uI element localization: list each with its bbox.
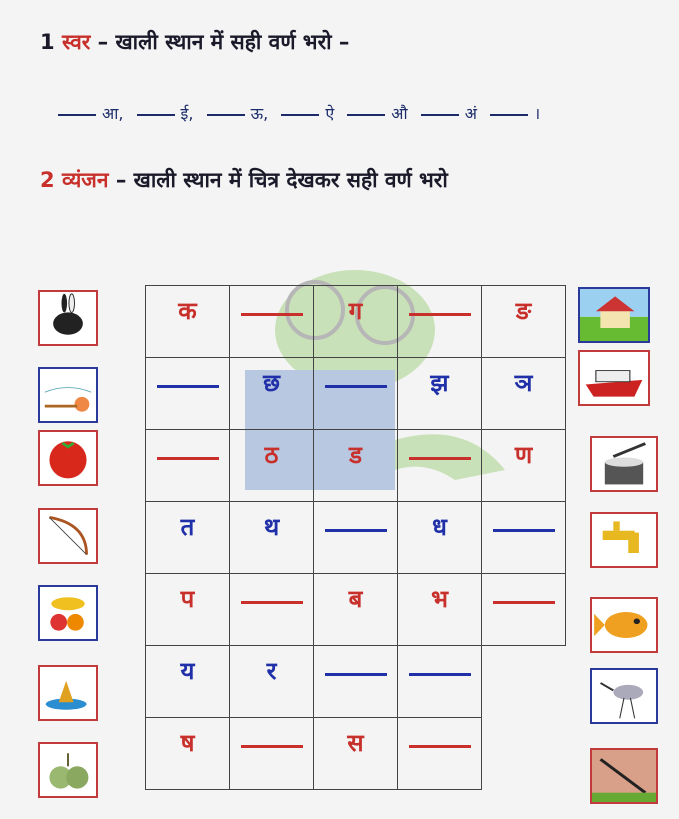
letter: ठ xyxy=(264,441,279,469)
letter-cell xyxy=(230,358,314,430)
kite-picture xyxy=(38,367,98,423)
vowel-row xyxy=(58,102,548,124)
grid-row xyxy=(146,574,566,646)
letter-cell xyxy=(314,574,398,646)
section-instruction: – खाली स्थान में सही वर्ण भरो – xyxy=(90,30,350,54)
section-1-heading xyxy=(40,28,349,56)
letter: थ xyxy=(263,513,280,541)
section-instruction: – खाली स्थान में चित्र देखकर सही वर्ण भरो xyxy=(108,168,448,192)
ship-picture xyxy=(578,350,650,406)
letter-cell xyxy=(314,286,398,358)
blank-cell[interactable] xyxy=(398,430,482,502)
house-icon xyxy=(580,289,648,341)
letter-cell xyxy=(398,358,482,430)
section-number: 2 xyxy=(40,168,55,192)
letter: झ xyxy=(430,369,449,397)
fruits-icon xyxy=(40,587,96,639)
blank-line xyxy=(409,457,471,460)
blank-line xyxy=(325,385,387,388)
grid-row xyxy=(146,718,566,790)
blank-cell[interactable] xyxy=(230,286,314,358)
blank-cell[interactable] xyxy=(146,430,230,502)
letter-cell xyxy=(146,718,230,790)
blank-cell[interactable] xyxy=(314,646,398,718)
letter: छ xyxy=(263,369,280,397)
blank-cell[interactable] xyxy=(482,502,566,574)
grid-row xyxy=(146,358,566,430)
letter-cell xyxy=(482,358,566,430)
letter: ष xyxy=(180,729,195,757)
letter-cell xyxy=(146,574,230,646)
letter-cell xyxy=(146,646,230,718)
blank-line xyxy=(157,385,219,388)
grid-row xyxy=(146,430,566,502)
pot-picture xyxy=(590,436,658,492)
tap-picture xyxy=(590,512,658,568)
letter: ध xyxy=(432,513,447,541)
spinning-top-picture xyxy=(38,665,98,721)
vowel: ऐ xyxy=(325,104,335,123)
fruits-picture xyxy=(38,585,98,641)
blank-line xyxy=(157,457,219,460)
letter: ब xyxy=(348,585,363,613)
blank-line xyxy=(325,529,387,532)
tap-icon xyxy=(592,514,656,566)
custard-apple-icon xyxy=(40,744,96,796)
letter: ड xyxy=(349,441,362,469)
plough-icon xyxy=(592,750,656,802)
blank-cell[interactable] xyxy=(230,574,314,646)
letter-cell xyxy=(398,574,482,646)
blank-cell[interactable] xyxy=(482,574,566,646)
custard-apple-picture xyxy=(38,742,98,798)
blank-line xyxy=(409,673,471,676)
plough-picture xyxy=(590,748,658,804)
letter: प xyxy=(180,585,195,613)
blank-line xyxy=(409,313,471,316)
rabbit-icon xyxy=(40,292,96,344)
vowel: औ xyxy=(391,104,408,123)
empty-cell xyxy=(482,718,566,790)
kite-icon xyxy=(40,369,96,421)
letter: त xyxy=(180,513,195,541)
letter-cell xyxy=(230,430,314,502)
letter: क xyxy=(178,297,197,325)
letter-cell xyxy=(314,430,398,502)
heron-icon xyxy=(592,670,656,722)
vowel: ई, xyxy=(180,104,194,123)
letter: भ xyxy=(431,585,448,613)
rabbit-picture xyxy=(38,290,98,346)
blank-cell[interactable] xyxy=(398,646,482,718)
tomato-icon xyxy=(40,432,96,484)
blank-line xyxy=(409,745,471,748)
tomato-picture xyxy=(38,430,98,486)
spinning-top-icon xyxy=(40,667,96,719)
blank-cell[interactable] xyxy=(314,358,398,430)
blank-line xyxy=(241,745,303,748)
blank-cell[interactable] xyxy=(398,718,482,790)
section-2-heading xyxy=(40,166,448,194)
letter: र xyxy=(266,657,277,685)
fish-picture xyxy=(590,597,658,653)
blank-cell[interactable] xyxy=(398,286,482,358)
heron-picture xyxy=(590,668,658,724)
bow-picture xyxy=(38,508,98,564)
letter: ञ xyxy=(514,369,533,397)
bow-icon xyxy=(40,510,96,562)
letter-cell xyxy=(230,502,314,574)
letter: स xyxy=(347,729,364,757)
empty-cell xyxy=(482,646,566,718)
blank-line xyxy=(325,673,387,676)
ship-icon xyxy=(580,352,648,404)
vowel: आ, xyxy=(102,104,124,123)
grid-row xyxy=(146,286,566,358)
vowel: अं xyxy=(464,104,477,123)
blank-line xyxy=(241,313,303,316)
grid-row xyxy=(146,646,566,718)
blank-line xyxy=(493,601,555,604)
letter: ण xyxy=(514,441,533,469)
pot-icon xyxy=(592,438,656,490)
fish-icon xyxy=(592,599,656,651)
grid-row xyxy=(146,502,566,574)
letter-cell xyxy=(398,502,482,574)
vowel: । xyxy=(534,104,541,123)
letter-cell xyxy=(482,430,566,502)
blank-cell[interactable] xyxy=(146,358,230,430)
vowel: ऊ, xyxy=(250,104,269,123)
letter-cell xyxy=(146,502,230,574)
blank-cell[interactable] xyxy=(230,718,314,790)
letter-cell xyxy=(230,646,314,718)
consonant-grid xyxy=(145,285,566,790)
letter: य xyxy=(180,657,195,685)
blank-cell[interactable] xyxy=(314,502,398,574)
house-picture xyxy=(578,287,650,343)
section-title-colored: स्वर xyxy=(61,30,91,54)
letter: ङ xyxy=(515,297,532,325)
letter: ग xyxy=(348,297,363,325)
blank-line xyxy=(241,601,303,604)
letter-cell xyxy=(482,286,566,358)
blank-line xyxy=(493,529,555,532)
letter-cell xyxy=(146,286,230,358)
section-number: 1 xyxy=(40,30,55,54)
section-title-colored: व्यंजन xyxy=(61,168,109,192)
letter-cell xyxy=(314,718,398,790)
